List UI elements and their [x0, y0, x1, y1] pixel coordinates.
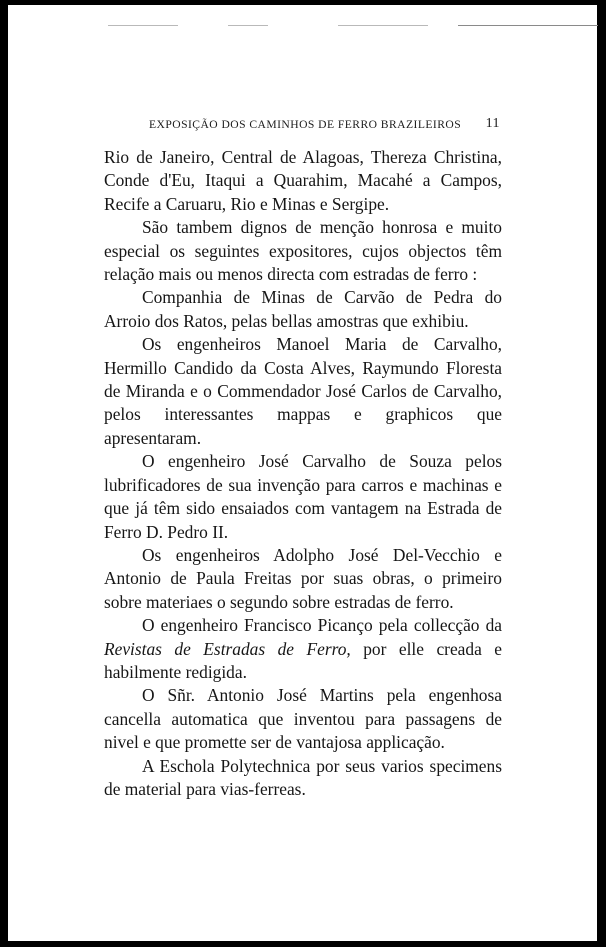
paragraph: Companhia de Minas de Carvão de Pedra do Arroio dos Ratos, pelas bellas amostras que exhibiu.	[104, 287, 502, 331]
scan-artifact-line	[108, 21, 604, 31]
paragraph: Os engenheiros Manoel Maria de Carvalho, Hermillo Candido da Costa Alves, Raymundo Floresta de Miranda e o Commendador José Carlos de Carvalho, pelos interessantes mappas e graphicos que apresentaram.	[104, 334, 502, 448]
paragraph-continuation: Rio de Janeiro, Central de Alagoas, Thereza Christina, Conde d'Eu, Itaqui a Quarahim, Macahé a Campos, Recife a Caruaru, Rio e Minas e Sergipe.	[104, 147, 502, 214]
paragraph	[104, 614, 502, 684]
journal-title: Revistas de Estradas de Ferro,	[104, 638, 351, 659]
page-body	[104, 146, 502, 801]
paragraph: São tambem dignos de menção honrosa e muito especial os seguintes expositores, cujos objectos têm relação mais ou menos directa com estradas de ferro :	[104, 217, 502, 285]
paragraph: A Eschola Polytechnica por seus varios specimens de material para vias-ferreas.	[104, 755, 502, 799]
page-header	[104, 118, 500, 136]
paragraph-text: O engenheiro Francisco Picanço pela collecção da	[142, 615, 502, 636]
paragraph: Os engenheiros Adolpho José Del-Vecchio e Antonio de Paula Freitas por suas obras, o primeiro sobre materiaes o segundo sobre estradas de ferro.	[104, 544, 502, 612]
paragraph: O Sñr. Antonio José Martins pela engenhosa cancella automatica que inventou para passagens de nivel e que promette ser de vantajosa applicação.	[104, 685, 502, 753]
running-title: EXPOSIÇÃO DOS CAMINHOS DE FERRO BRAZILEIROS	[149, 118, 462, 131]
page-number: 11	[485, 116, 500, 131]
paragraph-text: por elle creada e habilmente redigida.	[104, 638, 502, 682]
paragraph: O engenheiro José Carvalho de Souza pelos lubrificadores de sua invenção para carros e machinas e que já têm sido ensaiados com vantagem na Estrada de Ferro D. Pedro II.	[104, 451, 502, 542]
